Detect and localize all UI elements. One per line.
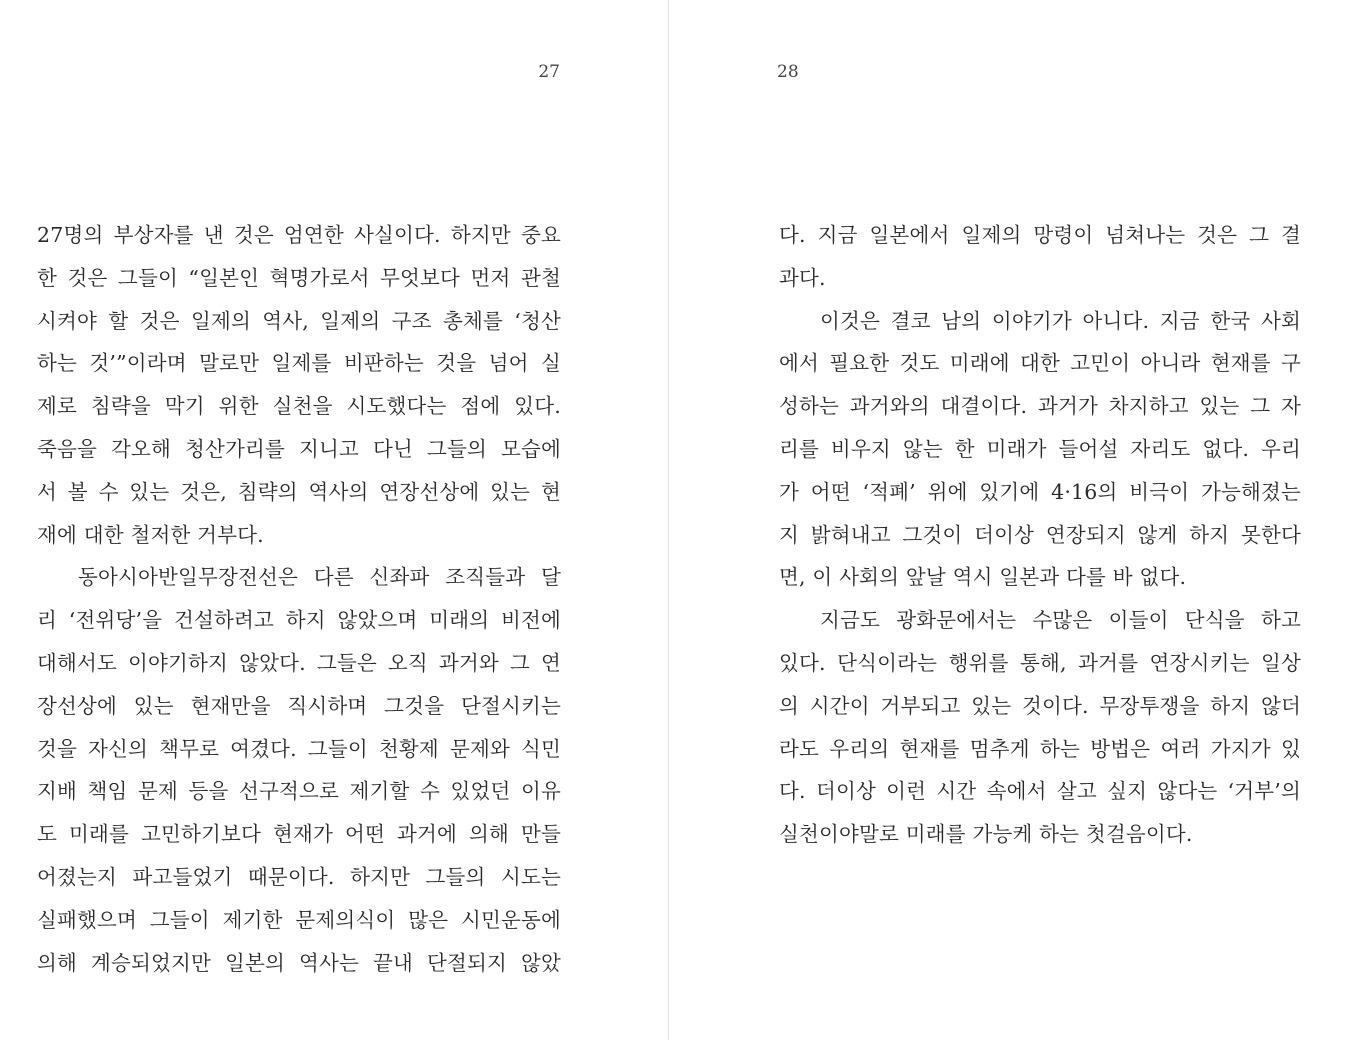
text-line: 의해 계승되었지만 일본의 역사는 끝내 단절되지 않았 bbox=[37, 950, 561, 975]
page-number: 27 bbox=[538, 62, 560, 82]
text-line: 가 어떤 ‘적폐’ 위에 있기에 4·16의 비극이 가능해졌는 bbox=[779, 479, 1301, 504]
text-line: 성하는 과거와의 대결이다. 과거가 차지하고 있는 그 자 bbox=[779, 394, 1301, 419]
text-line: 이것은 결코 남의 이야기가 아니다. 지금 한국 사회 bbox=[820, 308, 1301, 333]
text-line: 재에 대한 철저한 거부다. bbox=[37, 522, 264, 547]
text-line: 다. 더이상 이런 시간 속에서 살고 싶지 않다는 ‘거부’의 bbox=[779, 779, 1301, 804]
text-line: 하는 것’”이라며 말로만 일제를 비판하는 것을 넘어 실 bbox=[37, 351, 561, 376]
text-line: 도 미래를 고민하기보다 현재가 어떤 과거에 의해 만들 bbox=[37, 822, 561, 847]
page-number: 28 bbox=[777, 62, 799, 82]
text-line: 실천이야말로 미래를 가능케 하는 첫걸음이다. bbox=[779, 822, 1193, 847]
text-line: 실패했으며 그들이 제기한 문제의식이 많은 시민운동에 bbox=[37, 907, 561, 932]
text-line: 장선상에 있는 현재만을 직시하며 그것을 단절시키는 bbox=[37, 693, 561, 718]
text-line: 에서 필요한 것도 미래에 대한 고민이 아니라 현재를 구 bbox=[779, 351, 1301, 376]
text-line: 라도 우리의 현재를 멈추게 하는 방법은 여러 가지가 있 bbox=[779, 736, 1301, 761]
text-line: 시켜야 할 것은 일제의 역사, 일제의 구조 총체를 ‘청산 bbox=[37, 308, 561, 333]
text-line: 것을 자신의 책무로 여겼다. 그들이 천황제 문제와 식민 bbox=[37, 736, 561, 761]
text-line: 리를 비우지 않는 한 미래가 들어설 자리도 없다. 우리 bbox=[779, 436, 1301, 461]
body-text bbox=[779, 214, 1301, 856]
text-line: 어졌는지 파고들었기 때문이다. 하지만 그들의 시도는 bbox=[37, 864, 561, 889]
text-line: 지 밝혀내고 그것이 더이상 연장되지 않게 하지 못한다 bbox=[779, 522, 1301, 547]
body-text bbox=[37, 214, 561, 984]
text-line: 죽음을 각오해 청산가리를 지니고 다닌 그들의 모습에 bbox=[37, 436, 561, 461]
text-line: 동아시아반일무장전선은 다른 신좌파 조직들과 달 bbox=[78, 565, 561, 590]
text-line: 지배 책임 문제 등을 선구적으로 제기할 수 있었던 이유 bbox=[37, 779, 561, 804]
text-line: 27명의 부상자를 낸 것은 엄연한 사실이다. 하지만 중요 bbox=[37, 223, 561, 247]
text-line: 서 볼 수 있는 것은, 침략의 역사의 연장선상에 있는 현 bbox=[37, 479, 561, 504]
text-line: 의 시간이 거부되고 있는 것이다. 무장투쟁을 하지 않더 bbox=[779, 693, 1301, 718]
text-line: 제로 침략을 막기 위한 실천을 시도했다는 점에 있다. bbox=[37, 394, 561, 419]
text-line: 리 ‘전위당’을 건설하려고 하지 않았으며 미래의 비전에 bbox=[37, 608, 561, 633]
left-page bbox=[0, 0, 668, 1040]
text-line: 면, 이 사회의 앞날 역시 일본과 다를 바 없다. bbox=[779, 565, 1187, 590]
text-line: 지금도 광화문에서는 수많은 이들이 단식을 하고 bbox=[820, 608, 1301, 633]
text-line: 대해서도 이야기하지 않았다. 그들은 오직 과거와 그 연 bbox=[37, 650, 561, 675]
text-line: 있다. 단식이라는 행위를 통해, 과거를 연장시키는 일상 bbox=[779, 650, 1301, 675]
text-line: 한 것은 그들이 “일본인 혁명가로서 무엇보다 먼저 관철 bbox=[37, 265, 561, 290]
text-line: 다. 지금 일본에서 일제의 망령이 넘쳐나는 것은 그 결 bbox=[779, 223, 1301, 247]
text-line: 과다. bbox=[779, 265, 826, 290]
right-page bbox=[669, 0, 1355, 1040]
